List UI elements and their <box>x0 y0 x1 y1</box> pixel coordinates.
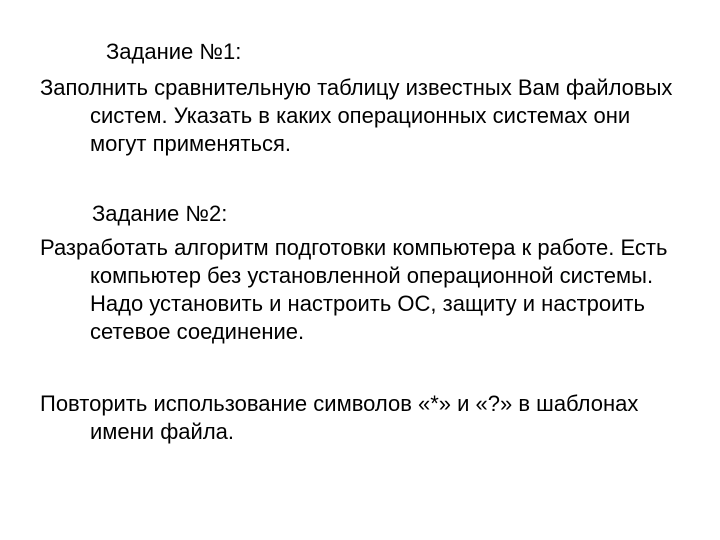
task2-text: Разработать алгоритм подготовки компьютера к работе. Есть компьютер без установленной операционной системы. Надо установить и настроить ОС, защиту и настроить сетевое соединение. <box>40 235 668 344</box>
extra-task-text: Повторить использование символов «*» и «?» в шаблонах имени файла. <box>40 391 639 444</box>
task2-heading: Задание №2: <box>92 201 228 226</box>
task1-text: Заполнить сравнительную таблицу известных Вам файловых систем. Указать в каких операционных системах они могут применяться. <box>40 75 673 156</box>
task1-heading: Задание №1: <box>106 39 242 64</box>
